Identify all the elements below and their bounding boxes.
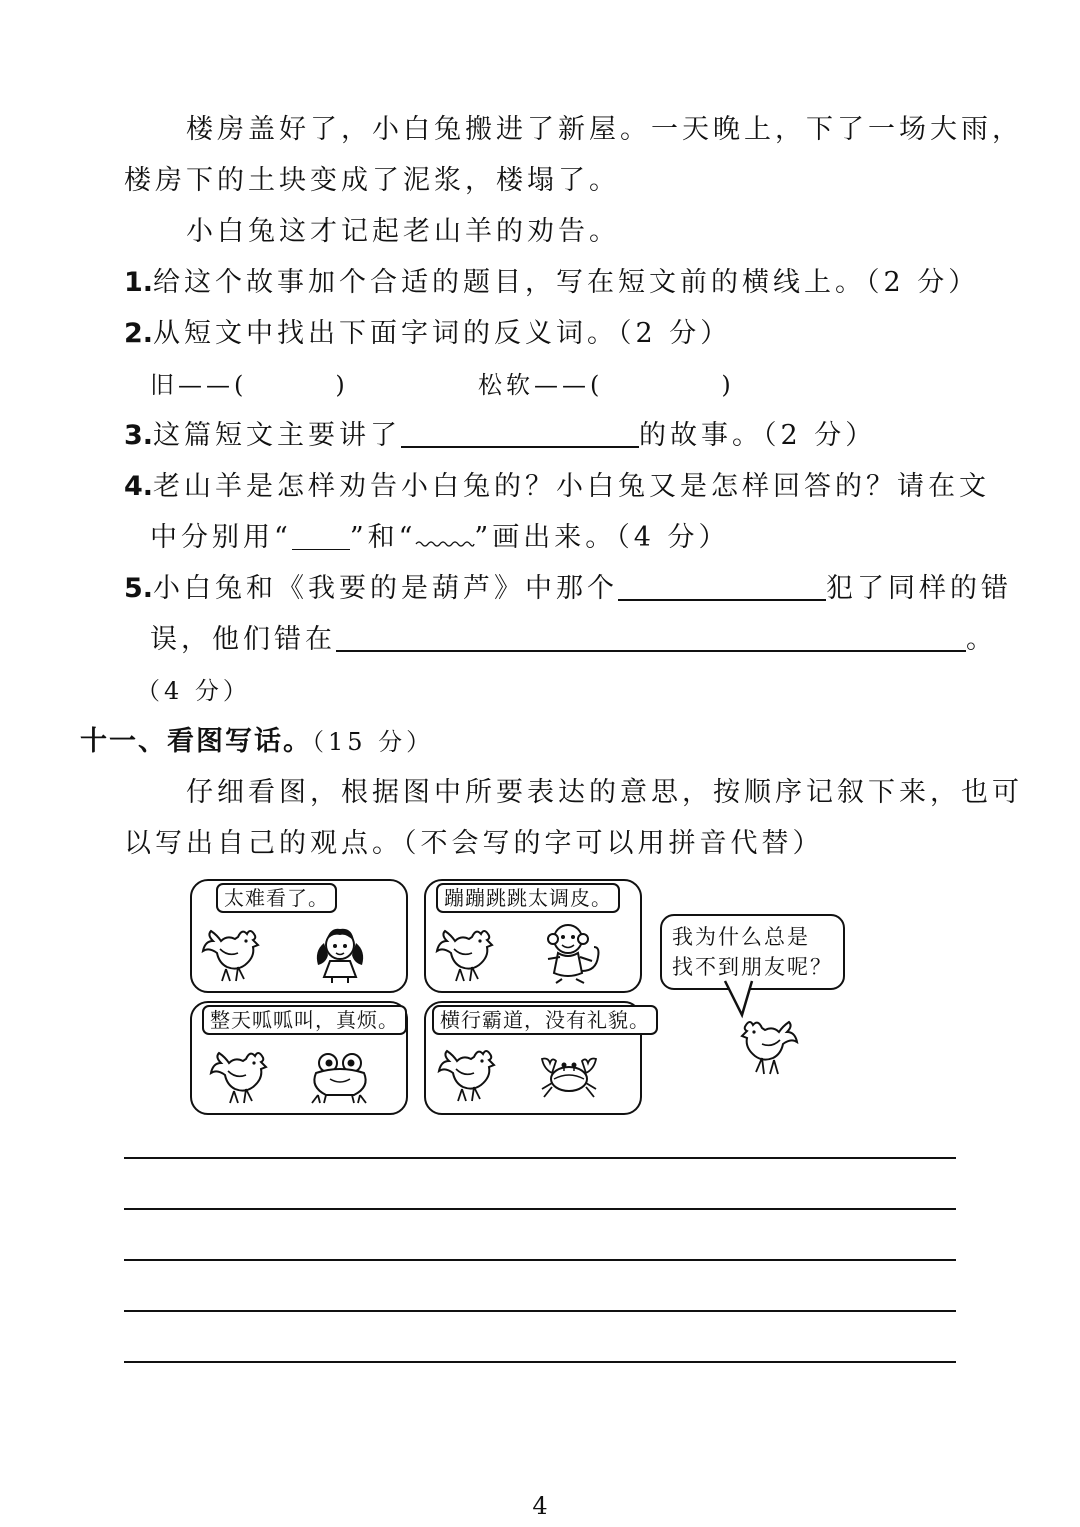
question-3-text-before: 这篇短文主要讲了 [153, 420, 402, 451]
question-5-text-after: 犯了同样的错 [826, 573, 1013, 604]
writing-line[interactable] [124, 1361, 956, 1363]
question-1-number: 1. [124, 267, 154, 298]
question-5-number: 5. [124, 573, 154, 604]
antonym-item-1-close: ) [335, 371, 349, 399]
rooster-speech-line-2: 找不到朋友呢？ [672, 955, 833, 979]
picture-panel-4 [424, 1001, 650, 1115]
question-4-line-2 [150, 520, 730, 556]
panel-2-speech-bubble: 蹦蹦跳跳太调皮。 [436, 883, 620, 913]
question-5-answer-blank-2[interactable] [336, 650, 966, 652]
section-11-instructions-line-2: 以写出自己的观点。（不会写的字可以用拼音代替） [124, 828, 824, 859]
writing-line[interactable] [124, 1208, 956, 1210]
page-number: 4 [532, 1492, 548, 1520]
antonym-item-2-close: ) [721, 371, 735, 399]
question-4-line-1 [124, 469, 990, 505]
story-paragraph-1-line-2: 楼房下的土块变成了泥浆，楼塌了。 [124, 165, 620, 196]
story-paragraph-2: 小白兔这才记起老山羊的劝告。 [186, 216, 620, 247]
rooster-icon [434, 927, 496, 983]
monkey-icon [544, 921, 606, 983]
question-3-number: 3. [124, 420, 154, 451]
antonym-item-2 [478, 367, 735, 403]
writing-line[interactable] [124, 1157, 956, 1159]
frog-icon [308, 1051, 372, 1105]
question-3-answer-blank[interactable] [401, 446, 639, 448]
question-5-line-2-text: 误，他们错在 [150, 624, 336, 655]
panel-1-speech-bubble: 太难看了。 [216, 883, 337, 913]
question-5-text-before: 小白兔和《我要的是葫芦》中那个 [153, 573, 619, 604]
section-11-heading [80, 724, 434, 760]
picture-panel-1 [190, 879, 408, 993]
crab-icon [534, 1053, 604, 1099]
rooster-speech-bubble [660, 914, 845, 990]
question-5-line-2 [150, 622, 997, 658]
question-1-text: 给这个故事加个合适的题目，写在短文前的横线上。（2 分） [153, 267, 980, 298]
speech-bubble-tail [724, 981, 754, 1017]
writing-line[interactable] [124, 1310, 956, 1312]
question-5-score: （4 分） [136, 677, 251, 705]
question-5-answer-blank-1[interactable] [618, 599, 826, 601]
question-2 [124, 316, 731, 352]
story-paragraph-1-line-1: 楼房盖好了，小白兔搬进了新屋。一天晚上，下了一场大雨， [186, 114, 1023, 145]
antonym-item-2-label: 松软——( [478, 371, 604, 399]
panel-3-speech-bubble: 整天呱呱叫，真烦。 [202, 1005, 407, 1035]
question-3 [124, 418, 876, 454]
question-3-text-after: 的故事。（2 分） [639, 420, 877, 451]
picture-panel-3 [190, 1001, 408, 1115]
question-4-text-a: 中分别用“ [150, 522, 292, 553]
straight-line-mark [292, 549, 350, 550]
question-5-line-1 [124, 571, 1012, 607]
section-11-instructions-line-1: 仔细看图，根据图中所要表达的意思，按顺序记叙下来，也可 [186, 777, 1023, 808]
question-4-text-c: ”画出来。（4 分） [474, 522, 730, 553]
panel-4-speech-bubble: 横行霸道，没有礼貌。 [432, 1005, 658, 1035]
rooster-icon [200, 927, 262, 983]
picture-panel-2 [424, 879, 642, 993]
lonely-rooster-icon [740, 1018, 808, 1080]
wavy-line-mark [416, 536, 474, 550]
girl-icon [314, 925, 366, 985]
question-5-line-2-period: 。 [966, 624, 997, 655]
question-4-number: 4. [124, 471, 154, 502]
section-11-score: （15 分） [312, 728, 435, 756]
antonym-item-1 [150, 367, 349, 403]
writing-line[interactable] [124, 1259, 956, 1261]
question-4-text-b: ”和“ [349, 522, 417, 553]
antonym-item-1-label: 旧——( [150, 371, 248, 399]
rooster-icon [436, 1047, 498, 1103]
section-11-title: 十一、看图写话。 [80, 726, 312, 757]
question-2-number: 2. [124, 318, 154, 349]
question-4-text-line-1: 老山羊是怎样劝告小白兔的？小白兔又是怎样回答的？请在文 [153, 471, 991, 502]
rooster-speech-line-1: 我为什么总是 [672, 925, 810, 949]
question-1 [124, 265, 979, 301]
question-2-text: 从短文中找出下面字词的反义词。（2 分） [153, 318, 732, 349]
rooster-icon [208, 1049, 270, 1105]
